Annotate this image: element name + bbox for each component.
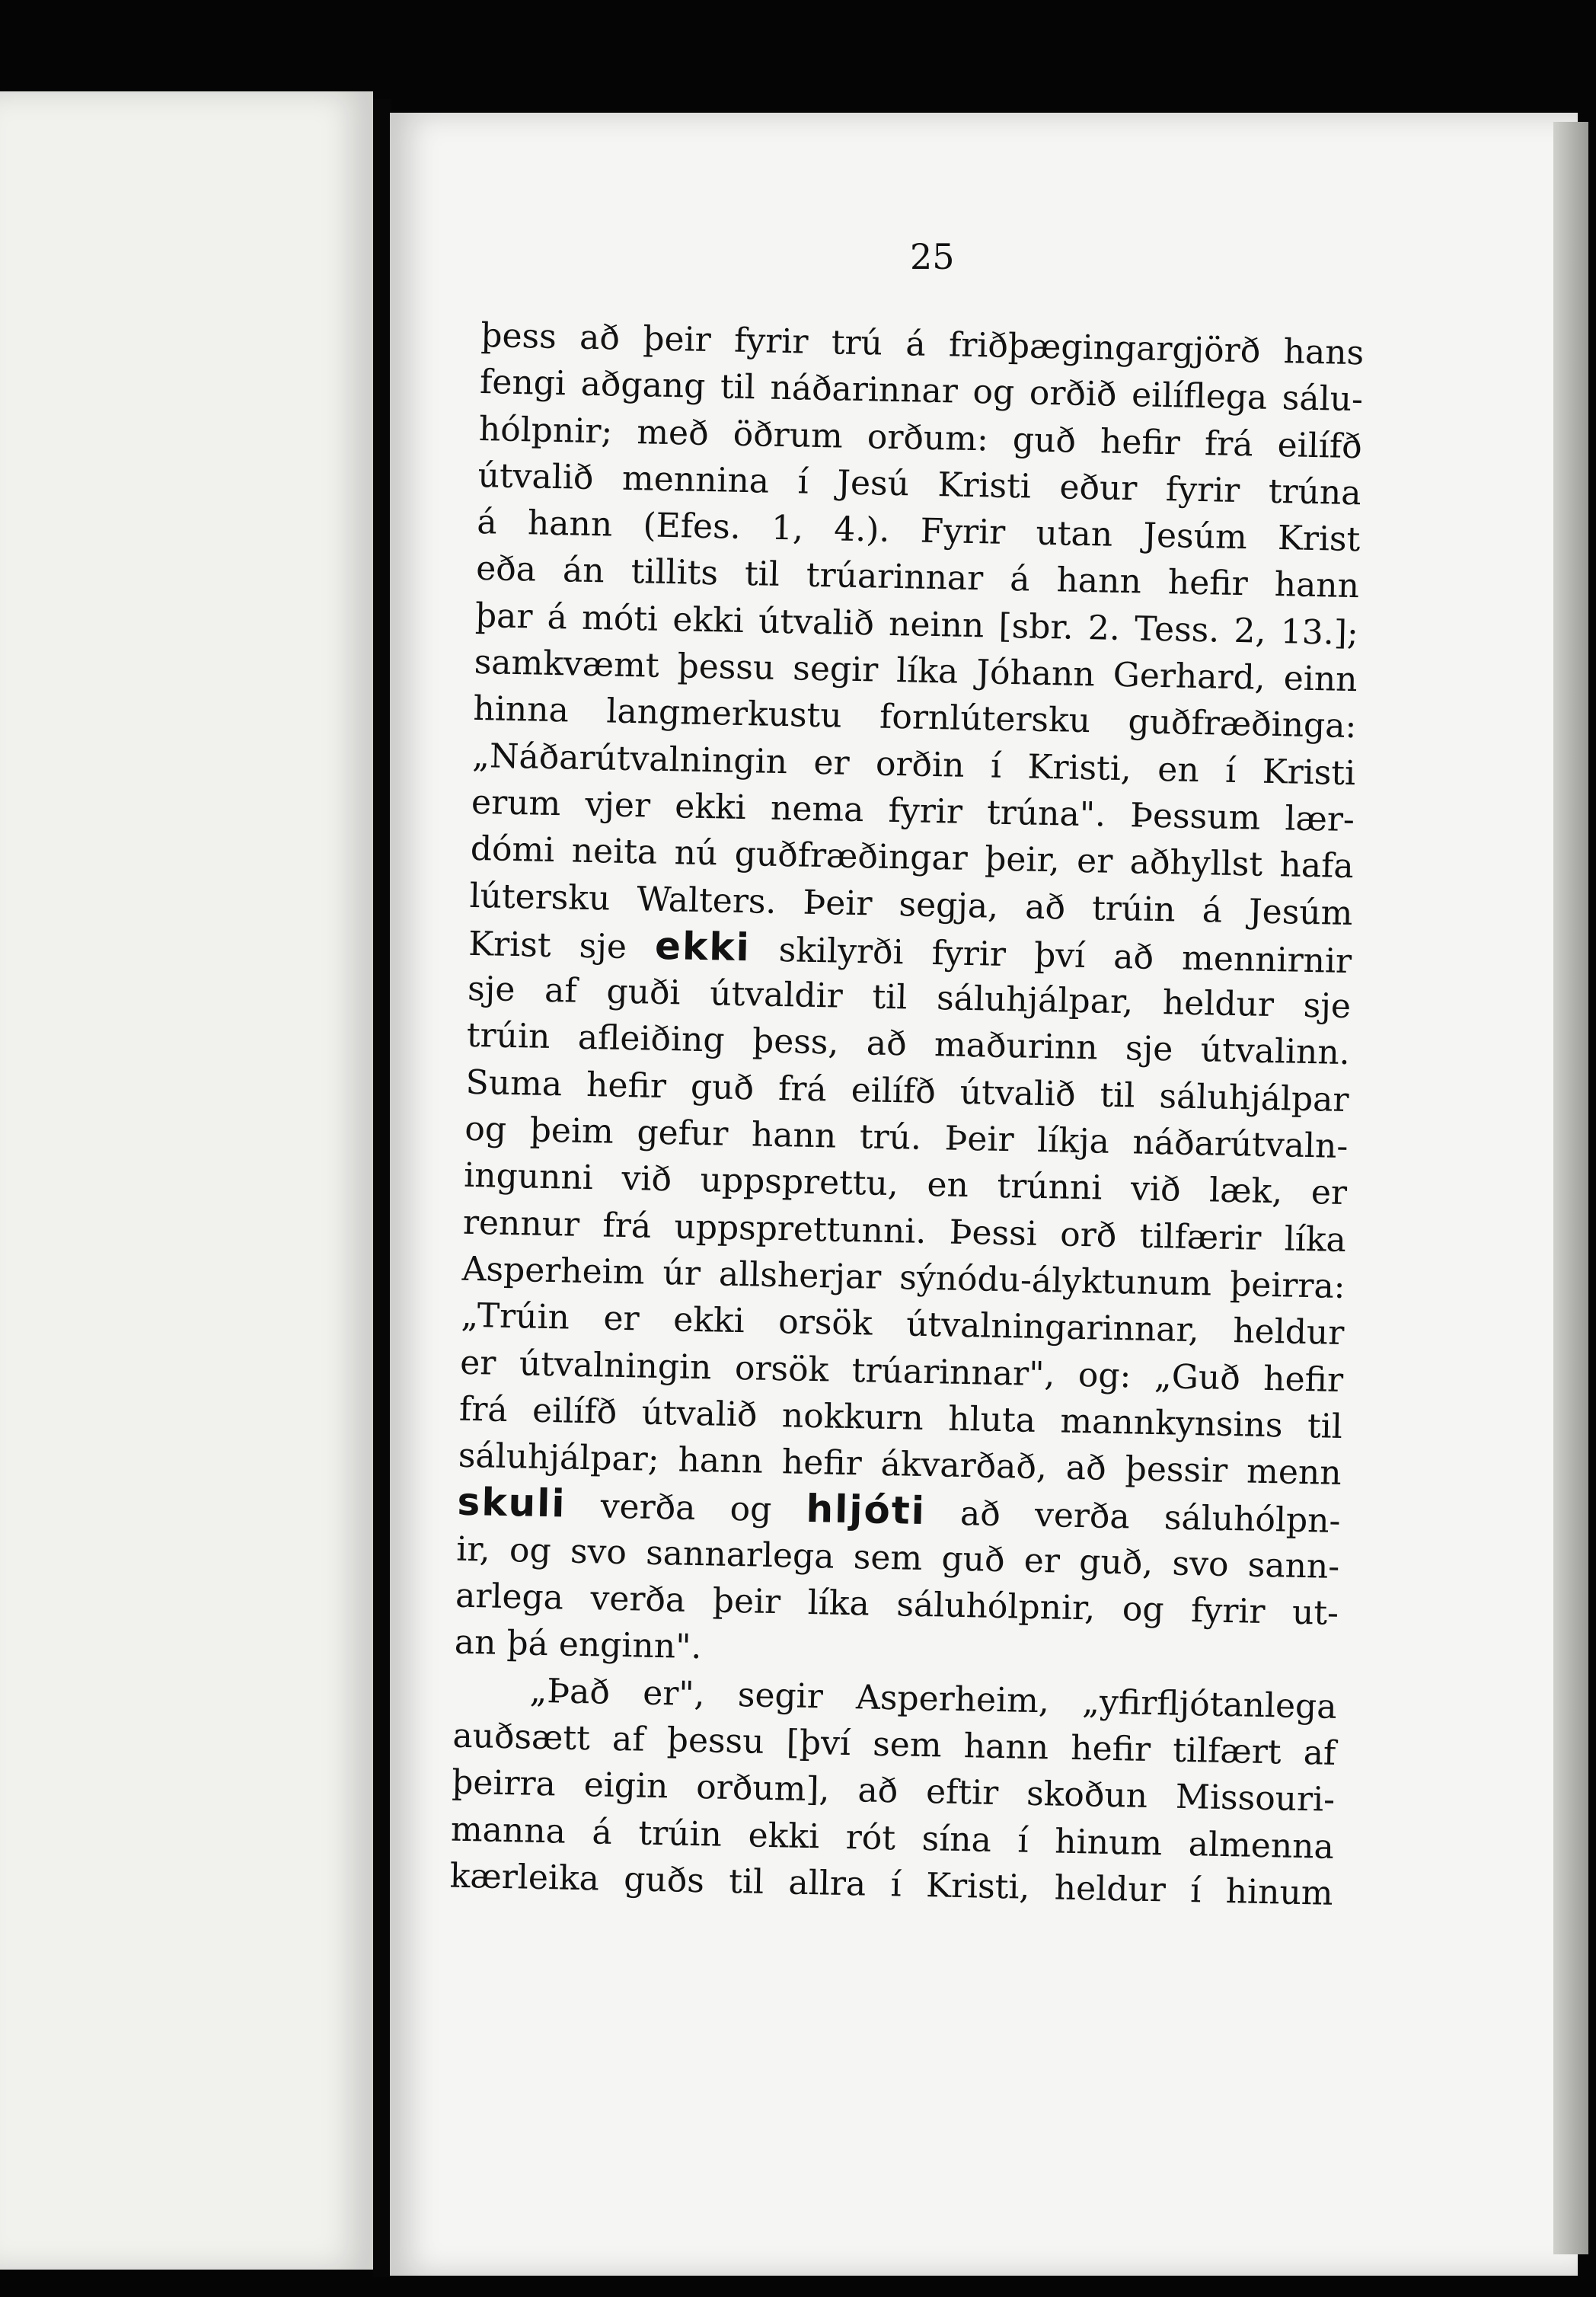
emphasized-word: skuli bbox=[457, 1480, 567, 1526]
text-run: kærleika guðs til allra í Kristi, heldur í hinum bbox=[449, 1856, 1334, 1913]
text-run: „Náðarútvalningin er orðin í Kristi, en í Kristi bbox=[471, 736, 1356, 793]
book-gutter bbox=[373, 99, 391, 2277]
text-run: Asperheim úr allsherjar sýnódu-ályktunum þeirra: bbox=[461, 1249, 1346, 1306]
text-run: á hann (Efes. 1, 4.). Fyrir utan Jesúm Krist bbox=[476, 503, 1361, 560]
text-run: þeirra eigin orðum], að eftir skoðun Missouri- bbox=[451, 1762, 1336, 1820]
text-run: sje af guði útvaldir til sáluhjálpar, heldur sje bbox=[467, 969, 1352, 1027]
text-run: samkvæmt þessu segir líka Jóhann Gerhard, einn bbox=[474, 642, 1358, 700]
text-run: þess að þeir fyrir trú á friðþægingargjörð hans bbox=[480, 315, 1365, 373]
page-number: 25 bbox=[910, 236, 955, 277]
text-run: ingunni við uppsprettu, en trúnni við læk, er bbox=[463, 1156, 1348, 1213]
text-run: dómi neita nú guðfræðingar þeir, er aðhyllst hafa bbox=[470, 829, 1355, 887]
text-run: lútersku Walters. Þeir segja, að trúin á Jesúm bbox=[469, 876, 1353, 933]
page-edge bbox=[1553, 122, 1588, 2254]
text-run: frá eilífð útvalið nokkurn hluta mannkynsins til bbox=[458, 1389, 1343, 1446]
text-run: auðsætt af þessu [því sem hann hefir tilfært af bbox=[452, 1716, 1336, 1773]
text-run: rennur frá uppsprettunni. Þessi orð tilfærir líka bbox=[462, 1203, 1347, 1260]
emphasized-word: ekki bbox=[654, 923, 752, 970]
text-run: erum vjer ekki nema fyrir trúna". Þessum lær- bbox=[471, 782, 1355, 840]
text-run: er útvalningin orsök trúarinnar", og: „Guð hefir bbox=[459, 1343, 1344, 1400]
text-run: trúin afleiðing þess, að maðurinn sje útvalinn. bbox=[466, 1016, 1351, 1073]
text-run: an þá enginn". bbox=[454, 1622, 702, 1667]
text-run: hólpnir; með öðrum orðum: guð hefir frá eilífð bbox=[478, 409, 1363, 466]
text-run: að verða sáluhólpn- bbox=[925, 1494, 1341, 1541]
text-run: manna á trúin ekki rót sína í hinum almenna bbox=[450, 1810, 1335, 1867]
page-body-text bbox=[449, 312, 1365, 1917]
text-run: skilyrði fyrir því að mennirnir bbox=[750, 930, 1352, 981]
text-run: útvalið mennina í Jesú Kristi eður fyrir trúna bbox=[477, 455, 1361, 513]
previous-page-fragment bbox=[0, 91, 373, 2270]
text-run: Suma hefir guð frá eilífð útvalið til sáluhjálpar bbox=[465, 1062, 1349, 1120]
text-run: eða án tillits til trúarinnar á hann hefir hann bbox=[475, 549, 1360, 606]
text-run: arlega verða þeir líka sáluhólpnir, og fyrir ut- bbox=[455, 1576, 1339, 1633]
text-run: þar á móti ekki útvalið neinn [sbr. 2. Tess. 2, 13.]; bbox=[474, 596, 1359, 653]
text-run: og þeim gefur hann trú. Þeir líkja náðarútvaln- bbox=[464, 1109, 1349, 1167]
text-run: verða og bbox=[565, 1486, 807, 1531]
emphasized-word: hljóti bbox=[805, 1487, 927, 1534]
text-run: fengi aðgang til náðarinnar og orðið eilíflega sálu- bbox=[479, 363, 1364, 420]
text-run: Krist sje bbox=[468, 924, 656, 967]
text-run: ir, og svo sannarlega sem guð er guð, svo sann- bbox=[455, 1529, 1340, 1586]
text-run: hinna langmerkustu fornlútersku guðfræðinga: bbox=[473, 689, 1357, 746]
text-run: sáluhjálpar; hann hefir ákvarðað, að þessir menn bbox=[458, 1436, 1342, 1494]
text-run: „Trúin er ekki orsök útvalningarinnar, heldur bbox=[461, 1295, 1345, 1353]
text-run: „Það er", segir Asperheim, „yfirfljótanlega bbox=[529, 1671, 1337, 1727]
